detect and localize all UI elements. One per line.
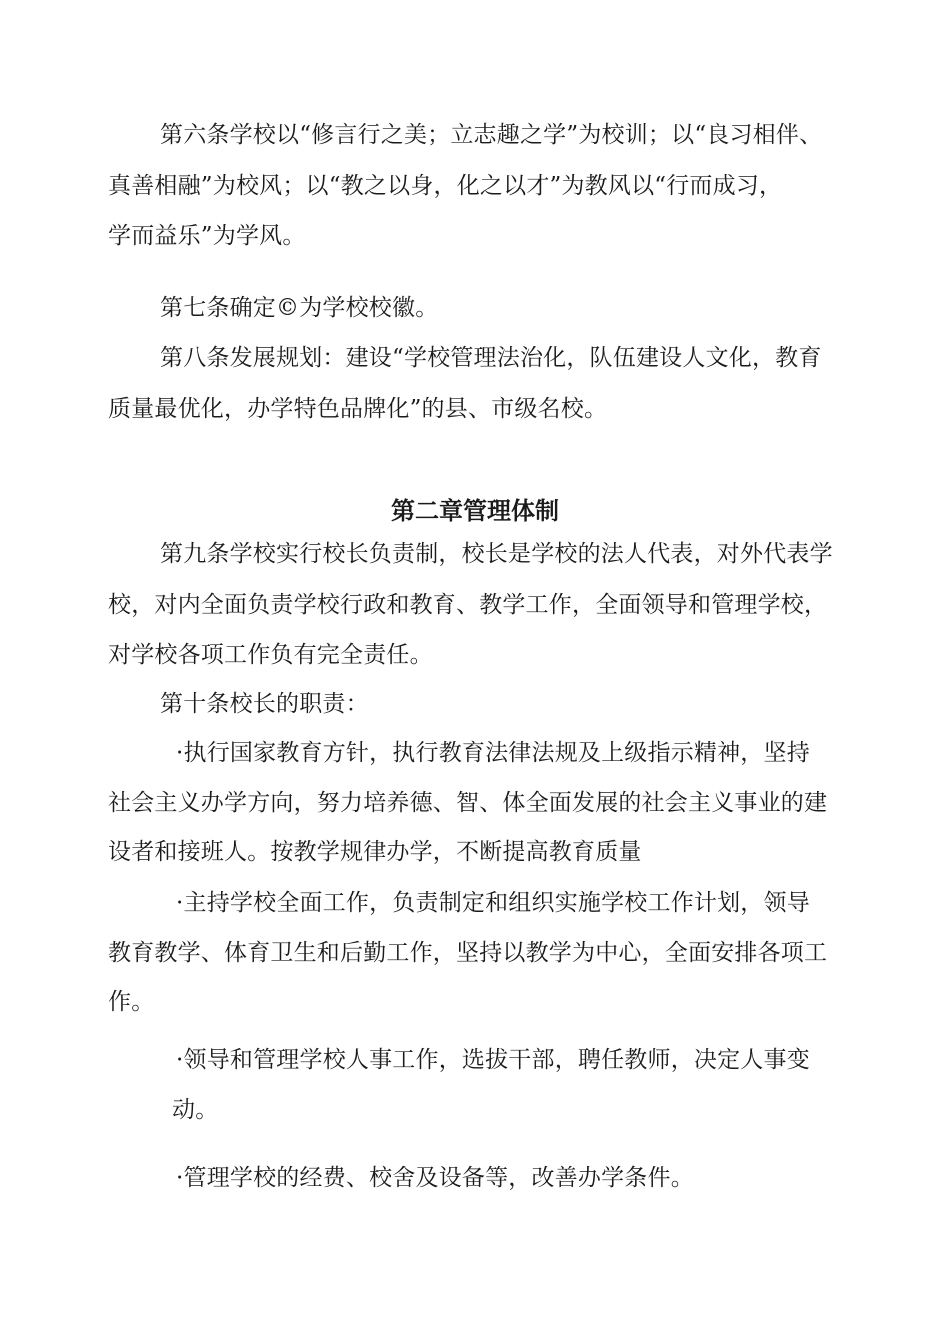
chapter-heading: 第二章管理体制: [391, 497, 559, 525]
duty-2-line-1: ·主持学校全面工作，负责制定和组织实施学校工作计划，领导: [176, 890, 810, 916]
article-7-line-1: 第七条确定©为学校校徽。: [160, 295, 439, 321]
article-10-line-1: 第十条校长的职责：: [160, 691, 369, 717]
article-9-line-1: 第九条学校实行校长负责制，校长是学校的法人代表，对外代表学: [160, 541, 833, 567]
article-6-line-3: 学而益乐”为学风。: [108, 223, 306, 249]
duty-1-line-2: 社会主义办学方向，努力培养德、智、体全面发展的社会主义事业的建: [108, 790, 828, 816]
duty-1-line-3: 设者和接班人。按教学规律办学，不断提高教育质量: [108, 839, 642, 865]
article-9-line-2: 校，对内全面负责学校行政和教育、教学工作，全面领导和管理学校，: [108, 592, 828, 618]
duty-2-line-2: 教育教学、体育卫生和后勤工作，坚持以教学为中心，全面安排各项工: [108, 940, 828, 966]
article-8-line-2: 质量最优化，办学特色品牌化”的县、市级名校。: [108, 396, 608, 422]
article-9-line-3: 对学校各项工作负有完全责任。: [108, 642, 433, 668]
duty-2-line-3: 作。: [108, 989, 155, 1015]
article-6-line-2: 真善相融”为校风；以“教之以身，化之以才”为教风以“行而成习，: [108, 173, 783, 199]
duty-3-line-1: ·领导和管理学校人事工作，选拔干部，聘任教师，决定人事变: [176, 1047, 810, 1073]
article-6-line-1: 第六条学校以“修言行之美；立志趣之学”为校训；以“良习相伴、: [160, 122, 823, 148]
article-8-line-1: 第八条发展规划：建设“学校管理法治化，队伍建设人文化，教育: [160, 345, 822, 371]
duty-4-line-1: ·管理学校的经费、校舍及设备等，改善办学条件。: [176, 1165, 694, 1191]
duty-1-line-1: ·执行国家教育方针，执行教育法律法规及上级指示精神，坚持: [176, 740, 810, 766]
duty-3-line-2: 动。: [172, 1097, 219, 1123]
